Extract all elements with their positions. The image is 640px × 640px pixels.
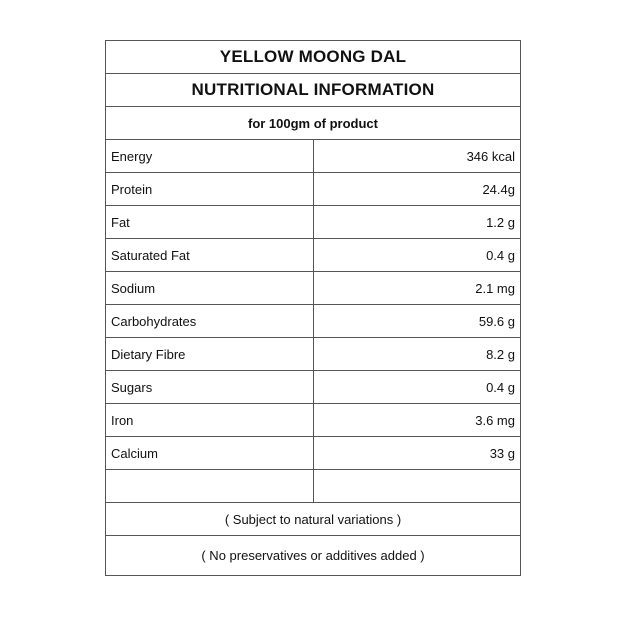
empty-value-cell [314,470,520,502]
nutrient-name: Energy [106,140,314,172]
nutrient-row [106,371,520,404]
nutrient-row [106,404,520,437]
empty-name-cell [106,470,314,502]
nutrition-label [105,40,521,576]
empty-row [106,470,520,503]
label-heading: NUTRITIONAL INFORMATION [191,80,435,99]
nutrient-name: Dietary Fibre [106,338,314,370]
nutrient-value: 2.1 mg [475,280,515,296]
nutrient-name: Iron [106,404,314,436]
nutrient-row [106,206,520,239]
product-name: YELLOW MOONG DAL [219,47,407,66]
nutrient-name: Protein [106,173,314,205]
variation-note: ( Subject to natural variations ) [224,511,402,527]
nutrient-name: Calcium [106,437,314,469]
serving-basis: for 100gm of product [247,115,378,131]
nutrient-value: 0.4 g [486,247,515,263]
nutrient-value: 1.2 g [486,214,515,230]
nutrient-row [106,338,520,371]
nutrient-value: 24.4g [482,181,515,197]
nutrient-value: 0.4 g [486,379,515,395]
nutrient-name: Fat [106,206,314,238]
nutrient-row [106,437,520,470]
nutrient-name: Sugars [106,371,314,403]
preservatives-note: ( No preservatives or additives added ) [201,548,425,563]
nutrient-name: Saturated Fat [106,239,314,271]
nutrient-name: Carbohydrates [106,305,314,337]
nutrient-row [106,305,520,338]
nutrient-row [106,239,520,272]
product-name-row [106,41,520,74]
nutrient-row [106,140,520,173]
nutrient-row [106,173,520,206]
nutrient-value: 33 g [489,445,515,461]
nutrient-value: 8.2 g [486,346,515,362]
nutrient-row [106,272,520,305]
variation-note-row [106,503,520,536]
heading-row [106,74,520,107]
preservatives-note-row [106,536,520,575]
nutrient-value: 346 kcal [466,148,515,164]
nutrient-value: 59.6 g [478,313,515,329]
nutrient-name: Sodium [106,272,314,304]
serving-basis-row [106,107,520,140]
nutrient-value: 3.6 mg [475,412,515,428]
